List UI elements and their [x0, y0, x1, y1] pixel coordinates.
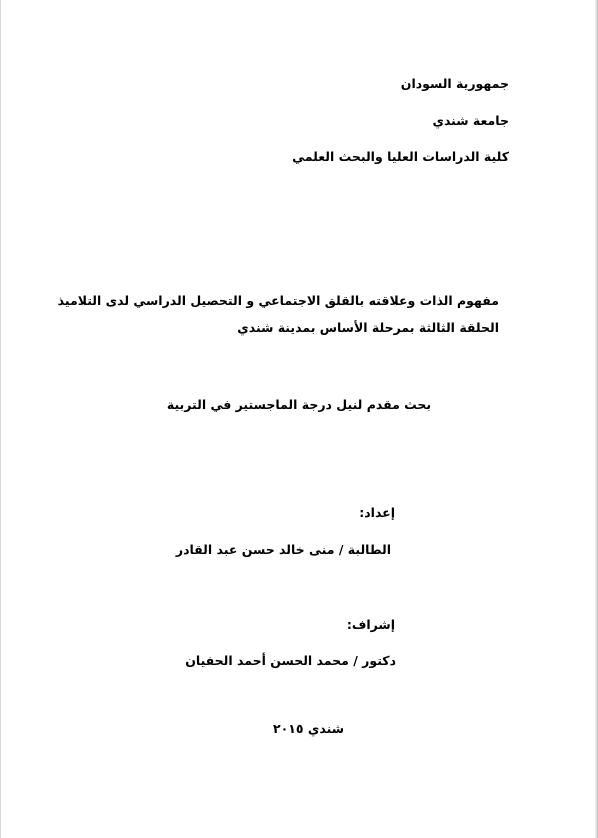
- preparation-label: إعداد:: [359, 505, 395, 520]
- place-and-year: شندي ٢٠١٥: [273, 721, 344, 736]
- degree-purpose: بحث مقدم لنيل درجة الماجستير في التربية: [166, 397, 432, 412]
- supervision-label: إشراف:: [346, 617, 395, 632]
- thesis-title-line-1: مفهوم الذات وعلاقته بالقلق الاجتماعي و التحصيل الدراسي لدى التلاميذ: [57, 293, 499, 308]
- thesis-title-line-2: الحلقة الثالثة بمرحلة الأساس بمدينة شندي: [237, 320, 499, 335]
- country-name: جمهورية السودان: [400, 76, 509, 91]
- university-name: جامعة شندي: [432, 113, 509, 128]
- student-name: الطالبة / منى خالد حسن عبد القادر: [175, 542, 391, 557]
- college-name: كلية الدراسات العليا والبحث العلمي: [292, 149, 509, 164]
- supervisor-name: دكتور / محمد الحسن أحمد الحفيان: [185, 653, 396, 668]
